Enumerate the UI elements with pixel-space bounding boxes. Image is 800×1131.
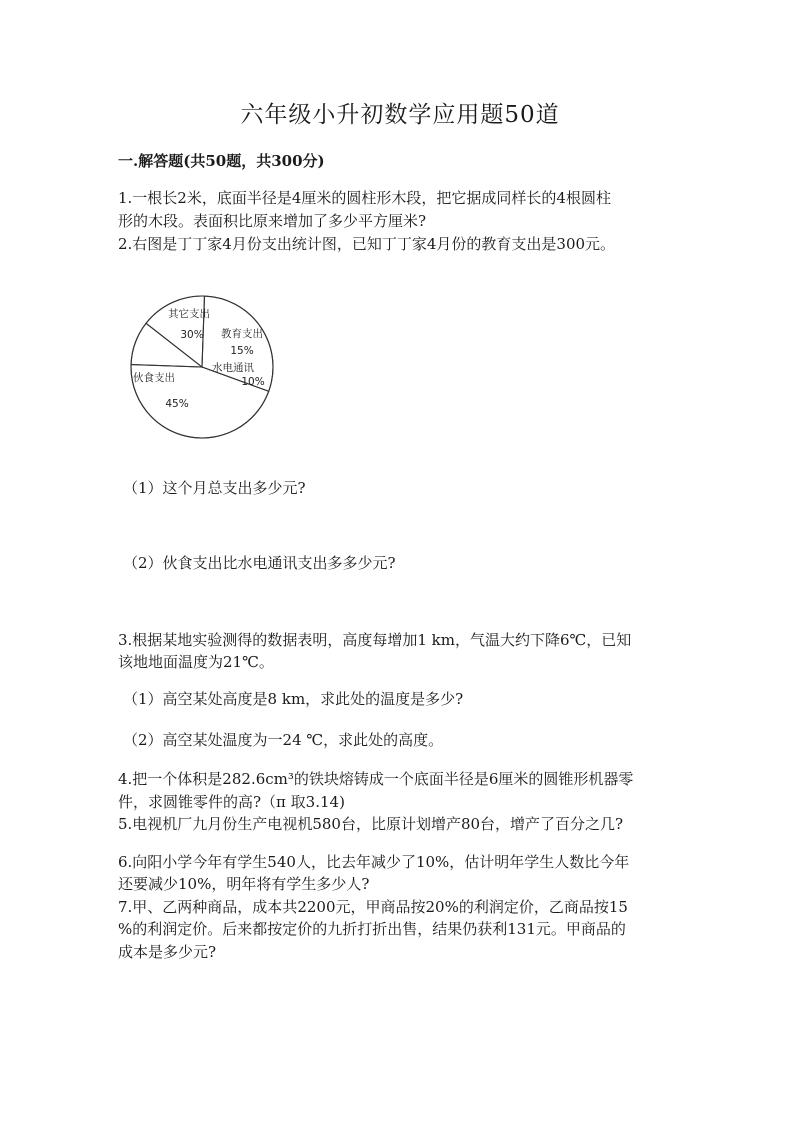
pie-slice-label: 其它支出 (168, 308, 210, 320)
question-3-part-1: （1）高空某处高度是8 km，求此处的温度是多少? (123, 690, 464, 708)
section-heading: 一.解答题(共50题，共300分) (118, 152, 325, 170)
question-3-part-2: （2）高空某处温度为一24 ℃，求此处的高度。 (123, 731, 444, 749)
question-2-part-2: （2）伙食支出比水电通讯支出多多少元? (123, 554, 396, 572)
question-1-line-1: 1.一根长2米，底面半径是4厘米的圆柱形木段，把它据成同样长的4根圆柱 (118, 189, 611, 207)
pie-slice-label: 伙食支出 (133, 372, 175, 384)
question-5-line-1: 5.电视机厂九月份生产电视机580台，比原计划增产80台，增产了百分之几? (118, 815, 624, 833)
question-3-line-1: 3.根据某地实验测得的数据表明，高度每增加1 km，气温大约下降6℃，已知 (118, 631, 632, 649)
question-6-line-2: 还要减少10%，明年将有学生多少人? (118, 875, 370, 893)
question-3-line-2: 该地地面温度为21℃。 (118, 653, 274, 671)
question-7-line-2: %的利润定价。后来都按定价的九折打折出售，结果仍获利131元。甲商品的 (118, 920, 626, 938)
question-7-line-3: 成本是多少元? (118, 943, 217, 961)
pie-slice-value: 30% (180, 329, 204, 341)
question-2-part-1: （1）这个月总支出多少元? (123, 479, 306, 497)
pie-slice-value: 10% (241, 376, 265, 388)
pie-slice-value: 45% (165, 398, 189, 410)
question-2-line-1: 2.右图是丁丁家4月份支出统计图，已知丁丁家4月份的教育支出是300元。 (118, 235, 616, 253)
question-4-line-1: 4.把一个体积是282.6cm³的铁块熔铸成一个底面半径是6厘米的圆锥形机器零 (118, 770, 634, 788)
page-title: 六年级小升初数学应用题50道 (240, 102, 560, 128)
question-7-line-1: 7.甲、乙两种商品，成本共2200元，甲商品按20%的利润定价，乙商品按15 (118, 898, 628, 916)
question-4-line-2: 件，求圆锥零件的高?（π 取3.14) (118, 793, 345, 811)
question-6-line-1: 6.向阳小学今年有学生540人，比去年减少了10%，估计明年学生人数比今年 (118, 853, 630, 871)
expense-pie-chart (118, 293, 288, 441)
pie-slice-label: 教育支出 (221, 328, 263, 340)
pie-slice-value: 15% (230, 345, 254, 357)
pie-slice-label: 水电通讯 (212, 362, 254, 374)
question-1-line-2: 形的木段。表面积比原来增加了多少平方厘米? (118, 212, 427, 230)
